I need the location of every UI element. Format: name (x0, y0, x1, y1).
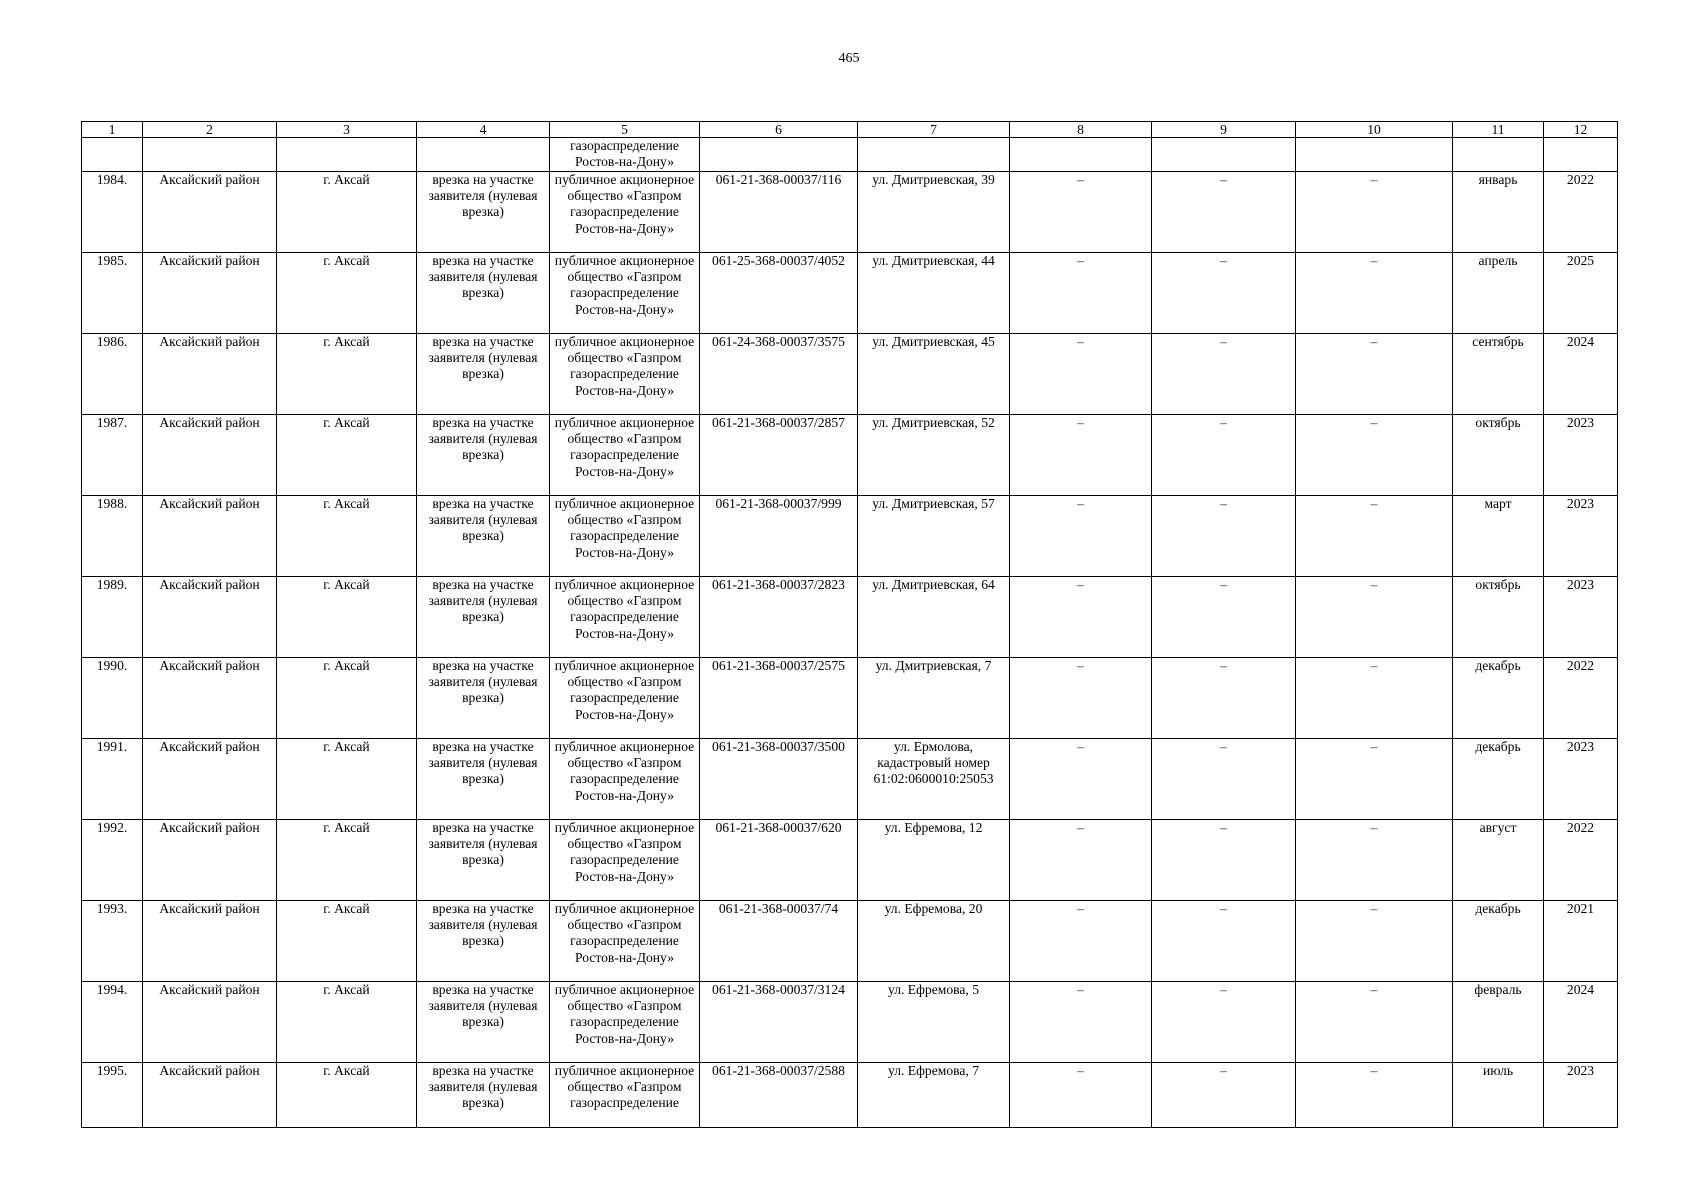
cell-district: Аксайский район (143, 334, 277, 415)
cell-record-number: 1988. (82, 496, 143, 577)
cell-technical-conditions-number: 061-21-368-00037/620 (700, 820, 858, 901)
cell-empty (700, 138, 858, 172)
cell-address: ул. Ефремова, 20 (858, 901, 1010, 982)
cell-organization: публичное акционерное общество «Газпром газораспределение Ростов-на-Дону» (550, 415, 700, 496)
cell-organization: публичное акционерное общество «Газпром газораспределение Ростов-на-Дону» (550, 496, 700, 577)
cell-empty (1453, 138, 1544, 172)
cell-empty (417, 138, 550, 172)
cell-district: Аксайский район (143, 253, 277, 334)
cell-column-8: – (1010, 415, 1152, 496)
cell-column-8: – (1010, 334, 1152, 415)
cell-technical-conditions-number: 061-21-368-00037/74 (700, 901, 858, 982)
column-header-7: 7 (858, 122, 1010, 138)
table-row (82, 1063, 1618, 1128)
cell-organization: публичное акционерное общество «Газпром газораспределение Ростов-на-Дону» (550, 739, 700, 820)
cell-empty (1152, 138, 1296, 172)
cell-column-9: – (1152, 1063, 1296, 1128)
cell-column-9: – (1152, 820, 1296, 901)
cell-district: Аксайский район (143, 901, 277, 982)
cell-address: ул. Дмитриевская, 64 (858, 577, 1010, 658)
cell-column-10: – (1296, 415, 1453, 496)
table-row (82, 334, 1618, 415)
register-body (82, 138, 1618, 1128)
cell-technical-conditions-number: 061-24-368-00037/3575 (700, 334, 858, 415)
cell-organization: публичное акционерное общество «Газпром газораспределение Ростов-на-Дону» (550, 901, 700, 982)
cell-month: декабрь (1453, 901, 1544, 982)
cell-organization: публичное акционерное общество «Газпром газораспределение Ростов-на-Дону» (550, 982, 700, 1063)
cell-organization: публичное акционерное общество «Газпром газораспределение Ростов-на-Дону» (550, 172, 700, 253)
cell-address: ул. Дмитриевская, 45 (858, 334, 1010, 415)
cell-connection-type: врезка на участке заявителя (нулевая врезка) (417, 1063, 550, 1128)
cell-column-9: – (1152, 253, 1296, 334)
cell-locality: г. Аксай (277, 577, 417, 658)
cell-locality: г. Аксай (277, 982, 417, 1063)
cell-month: февраль (1453, 982, 1544, 1063)
cell-year: 2025 (1544, 253, 1618, 334)
cell-district: Аксайский район (143, 172, 277, 253)
cell-column-9: – (1152, 982, 1296, 1063)
cell-column-10: – (1296, 496, 1453, 577)
cell-column-9: – (1152, 577, 1296, 658)
column-header-11: 11 (1453, 122, 1544, 138)
cell-record-number: 1994. (82, 982, 143, 1063)
cell-locality: г. Аксай (277, 334, 417, 415)
cell-year: 2023 (1544, 1063, 1618, 1128)
table-row (82, 253, 1618, 334)
cell-connection-type: врезка на участке заявителя (нулевая врезка) (417, 820, 550, 901)
table-row (82, 739, 1618, 820)
cell-organization: публичное акционерное общество «Газпром газораспределение Ростов-на-Дону» (550, 820, 700, 901)
cell-month: октябрь (1453, 577, 1544, 658)
cell-record-number: 1985. (82, 253, 143, 334)
cell-record-number: 1989. (82, 577, 143, 658)
cell-locality: г. Аксай (277, 172, 417, 253)
cell-column-8: – (1010, 739, 1152, 820)
column-header-8: 8 (1010, 122, 1152, 138)
cell-technical-conditions-number: 061-21-368-00037/999 (700, 496, 858, 577)
cell-technical-conditions-number: 061-21-368-00037/3500 (700, 739, 858, 820)
cell-year: 2024 (1544, 334, 1618, 415)
cell-connection-type: врезка на участке заявителя (нулевая врезка) (417, 334, 550, 415)
cell-locality: г. Аксай (277, 415, 417, 496)
cell-record-number: 1995. (82, 1063, 143, 1128)
column-header-10: 10 (1296, 122, 1453, 138)
cell-column-8: – (1010, 172, 1152, 253)
cell-connection-type: врезка на участке заявителя (нулевая врезка) (417, 172, 550, 253)
cell-address: ул. Ефремова, 12 (858, 820, 1010, 901)
table-row (82, 415, 1618, 496)
cell-column-8: – (1010, 496, 1152, 577)
header-row (82, 122, 1618, 138)
cell-record-number: 1984. (82, 172, 143, 253)
cell-record-number: 1991. (82, 739, 143, 820)
cell-connection-type: врезка на участке заявителя (нулевая врезка) (417, 577, 550, 658)
cell-address: ул. Ермолова, кадастровый номер 61:02:0600010:25053 (858, 739, 1010, 820)
cell-locality: г. Аксай (277, 1063, 417, 1128)
cell-connection-type: врезка на участке заявителя (нулевая врезка) (417, 496, 550, 577)
cell-year: 2023 (1544, 739, 1618, 820)
table-row (82, 982, 1618, 1063)
column-number-header (82, 122, 1618, 138)
cell-record-number: 1986. (82, 334, 143, 415)
column-header-2: 2 (143, 122, 277, 138)
cell-column-10: – (1296, 820, 1453, 901)
cell-year: 2023 (1544, 577, 1618, 658)
cell-year: 2022 (1544, 820, 1618, 901)
column-header-3: 3 (277, 122, 417, 138)
cell-connection-type: врезка на участке заявителя (нулевая врезка) (417, 415, 550, 496)
column-header-12: 12 (1544, 122, 1618, 138)
cell-record-number: 1990. (82, 658, 143, 739)
cell-month: август (1453, 820, 1544, 901)
table-row (82, 577, 1618, 658)
cell-column-8: – (1010, 577, 1152, 658)
cell-locality: г. Аксай (277, 820, 417, 901)
cell-organization: публичное акционерное общество «Газпром газораспределение Ростов-на-Дону» (550, 334, 700, 415)
cell-organization: публичное акционерное общество «Газпром газораспределение (550, 1063, 700, 1128)
cell-empty (143, 138, 277, 172)
cell-address: ул. Дмитриевская, 7 (858, 658, 1010, 739)
cell-address: ул. Дмитриевская, 52 (858, 415, 1010, 496)
cell-column-10: – (1296, 1063, 1453, 1128)
cell-locality: г. Аксай (277, 901, 417, 982)
cell-month: декабрь (1453, 658, 1544, 739)
cell-locality: г. Аксай (277, 658, 417, 739)
cell-year: 2022 (1544, 658, 1618, 739)
cell-district: Аксайский район (143, 739, 277, 820)
cell-organization: публичное акционерное общество «Газпром газораспределение Ростов-на-Дону» (550, 577, 700, 658)
cell-locality: г. Аксай (277, 253, 417, 334)
cell-month: март (1453, 496, 1544, 577)
cell-column-10: – (1296, 982, 1453, 1063)
cell-address: ул. Ефремова, 5 (858, 982, 1010, 1063)
cell-month: сентябрь (1453, 334, 1544, 415)
table-row (82, 172, 1618, 253)
cell-column-9: – (1152, 901, 1296, 982)
cell-year: 2021 (1544, 901, 1618, 982)
cell-district: Аксайский район (143, 577, 277, 658)
column-header-4: 4 (417, 122, 550, 138)
cell-district: Аксайский район (143, 820, 277, 901)
cell-column-8: – (1010, 1063, 1152, 1128)
cell-organization-continued: газораспределение Ростов-на-Дону» (550, 138, 700, 172)
cell-organization: публичное акционерное общество «Газпром газораспределение Ростов-на-Дону» (550, 253, 700, 334)
cell-address: ул. Ефремова, 7 (858, 1063, 1010, 1128)
column-header-9: 9 (1152, 122, 1296, 138)
gasification-register-table (81, 121, 1618, 1128)
cell-district: Аксайский район (143, 496, 277, 577)
cell-district: Аксайский район (143, 658, 277, 739)
cell-year: 2024 (1544, 982, 1618, 1063)
cell-record-number: 1987. (82, 415, 143, 496)
cell-connection-type: врезка на участке заявителя (нулевая врезка) (417, 901, 550, 982)
cell-technical-conditions-number: 061-21-368-00037/2588 (700, 1063, 858, 1128)
cell-month: январь (1453, 172, 1544, 253)
cell-column-10: – (1296, 253, 1453, 334)
cell-month: апрель (1453, 253, 1544, 334)
cell-column-10: – (1296, 739, 1453, 820)
table-row (82, 496, 1618, 577)
cell-technical-conditions-number: 061-21-368-00037/2857 (700, 415, 858, 496)
cell-column-9: – (1152, 658, 1296, 739)
cell-empty (1010, 138, 1152, 172)
cell-technical-conditions-number: 061-21-368-00037/116 (700, 172, 858, 253)
table-row (82, 658, 1618, 739)
table-row (82, 820, 1618, 901)
cell-column-8: – (1010, 982, 1152, 1063)
cell-record-number: 1993. (82, 901, 143, 982)
cell-connection-type: врезка на участке заявителя (нулевая врезка) (417, 658, 550, 739)
cell-year: 2023 (1544, 496, 1618, 577)
column-header-5: 5 (550, 122, 700, 138)
cell-technical-conditions-number: 061-21-368-00037/2823 (700, 577, 858, 658)
cell-column-10: – (1296, 172, 1453, 253)
cell-column-10: – (1296, 901, 1453, 982)
cell-technical-conditions-number: 061-21-368-00037/3124 (700, 982, 858, 1063)
cell-connection-type: врезка на участке заявителя (нулевая врезка) (417, 739, 550, 820)
cell-year: 2022 (1544, 172, 1618, 253)
cell-district: Аксайский район (143, 1063, 277, 1128)
cell-address: ул. Дмитриевская, 39 (858, 172, 1010, 253)
column-header-1: 1 (82, 122, 143, 138)
cell-connection-type: врезка на участке заявителя (нулевая врезка) (417, 253, 550, 334)
cell-column-8: – (1010, 658, 1152, 739)
cell-column-10: – (1296, 334, 1453, 415)
cell-empty (858, 138, 1010, 172)
page-number: 465 (838, 51, 860, 66)
cell-locality: г. Аксай (277, 496, 417, 577)
cell-locality: г. Аксай (277, 739, 417, 820)
cell-column-9: – (1152, 739, 1296, 820)
column-header-6: 6 (700, 122, 858, 138)
cell-district: Аксайский район (143, 982, 277, 1063)
cell-empty (82, 138, 143, 172)
table-row (82, 901, 1618, 982)
cell-column-9: – (1152, 496, 1296, 577)
cell-column-8: – (1010, 253, 1152, 334)
cell-address: ул. Дмитриевская, 44 (858, 253, 1010, 334)
cell-empty (1544, 138, 1618, 172)
cell-column-8: – (1010, 820, 1152, 901)
cell-column-10: – (1296, 577, 1453, 658)
cell-organization: публичное акционерное общество «Газпром газораспределение Ростов-на-Дону» (550, 658, 700, 739)
cell-connection-type: врезка на участке заявителя (нулевая врезка) (417, 982, 550, 1063)
cell-month: октябрь (1453, 415, 1544, 496)
cell-month: декабрь (1453, 739, 1544, 820)
cell-address: ул. Дмитриевская, 57 (858, 496, 1010, 577)
cell-empty (277, 138, 417, 172)
cell-technical-conditions-number: 061-25-368-00037/4052 (700, 253, 858, 334)
continuation-row (82, 138, 1618, 172)
cell-empty (1296, 138, 1453, 172)
cell-column-9: – (1152, 334, 1296, 415)
cell-technical-conditions-number: 061-21-368-00037/2575 (700, 658, 858, 739)
cell-record-number: 1992. (82, 820, 143, 901)
cell-district: Аксайский район (143, 415, 277, 496)
cell-column-9: – (1152, 415, 1296, 496)
cell-column-10: – (1296, 658, 1453, 739)
cell-year: 2023 (1544, 415, 1618, 496)
cell-month: июль (1453, 1063, 1544, 1128)
cell-column-9: – (1152, 172, 1296, 253)
cell-column-8: – (1010, 901, 1152, 982)
